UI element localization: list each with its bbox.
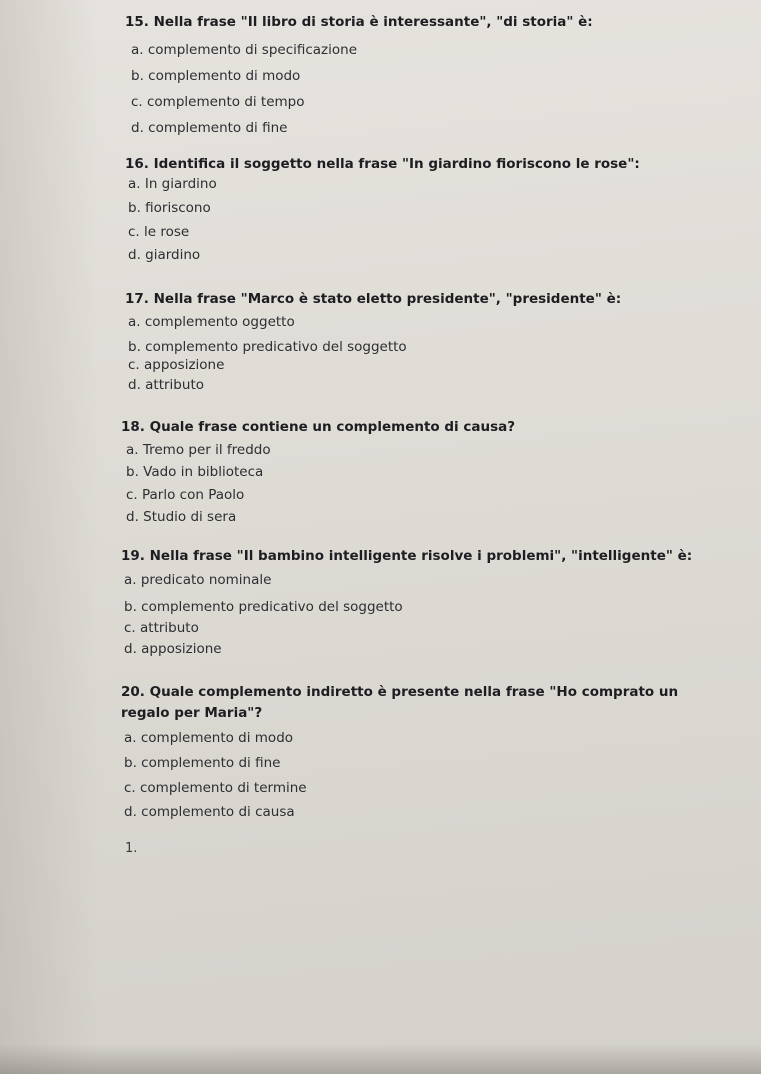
page-number: 1.	[125, 841, 138, 856]
option-b: b. fioriscono	[128, 200, 211, 216]
option-d: d. complemento di fine	[131, 120, 288, 136]
option-c: c. apposizione	[128, 357, 225, 373]
option-a: a. predicato nominale	[124, 572, 272, 588]
question-title: 15. Nella frase "Il libro di storia è interessante", "di storia" è:	[125, 14, 593, 30]
question-title: 16. Identifica il soggetto nella frase "In giardino fioriscono le rose":	[125, 156, 640, 172]
option-a: a. complemento di modo	[124, 730, 294, 746]
option-b: b. Vado in biblioteca	[126, 464, 264, 480]
option-d: d. attributo	[128, 377, 204, 393]
option-c: c. complemento di tempo	[131, 94, 305, 110]
surface-shadow	[0, 1044, 761, 1074]
paper-edge-shadow	[0, 0, 100, 1074]
option-a: a. complemento oggetto	[128, 314, 295, 330]
option-b: b. complemento predicativo del soggetto	[128, 339, 407, 355]
option-c: c. Parlo con Paolo	[126, 487, 245, 503]
option-c: c. attributo	[124, 620, 199, 636]
option-c: c. le rose	[128, 224, 190, 240]
option-a: a. Tremo per il freddo	[126, 442, 271, 458]
option-b: b. complemento di fine	[124, 755, 281, 771]
option-d: d. apposizione	[124, 641, 222, 657]
option-c: c. complemento di termine	[124, 780, 307, 796]
question-title: 18. Quale frase contiene un complemento di causa?	[121, 419, 516, 435]
option-d: d. Studio di sera	[126, 509, 237, 525]
option-a: a. In giardino	[128, 176, 217, 192]
option-d: d. complemento di causa	[124, 804, 295, 820]
question-title: 17. Nella frase "Marco è stato eletto presidente", "presidente" è:	[125, 291, 622, 307]
option-d: d. giardino	[128, 247, 201, 263]
option-a: a. complemento di specificazione	[131, 42, 358, 58]
option-b: b. complemento di modo	[131, 68, 301, 84]
question-title: 20. Quale complemento indiretto è presente nella frase "Ho comprato un regalo per Maria"?	[121, 684, 679, 721]
question-title: 19. Nella frase "Il bambino intelligente risolve i problemi", "intelligente" è:	[121, 548, 693, 564]
option-b: b. complemento predicativo del soggetto	[124, 599, 403, 615]
